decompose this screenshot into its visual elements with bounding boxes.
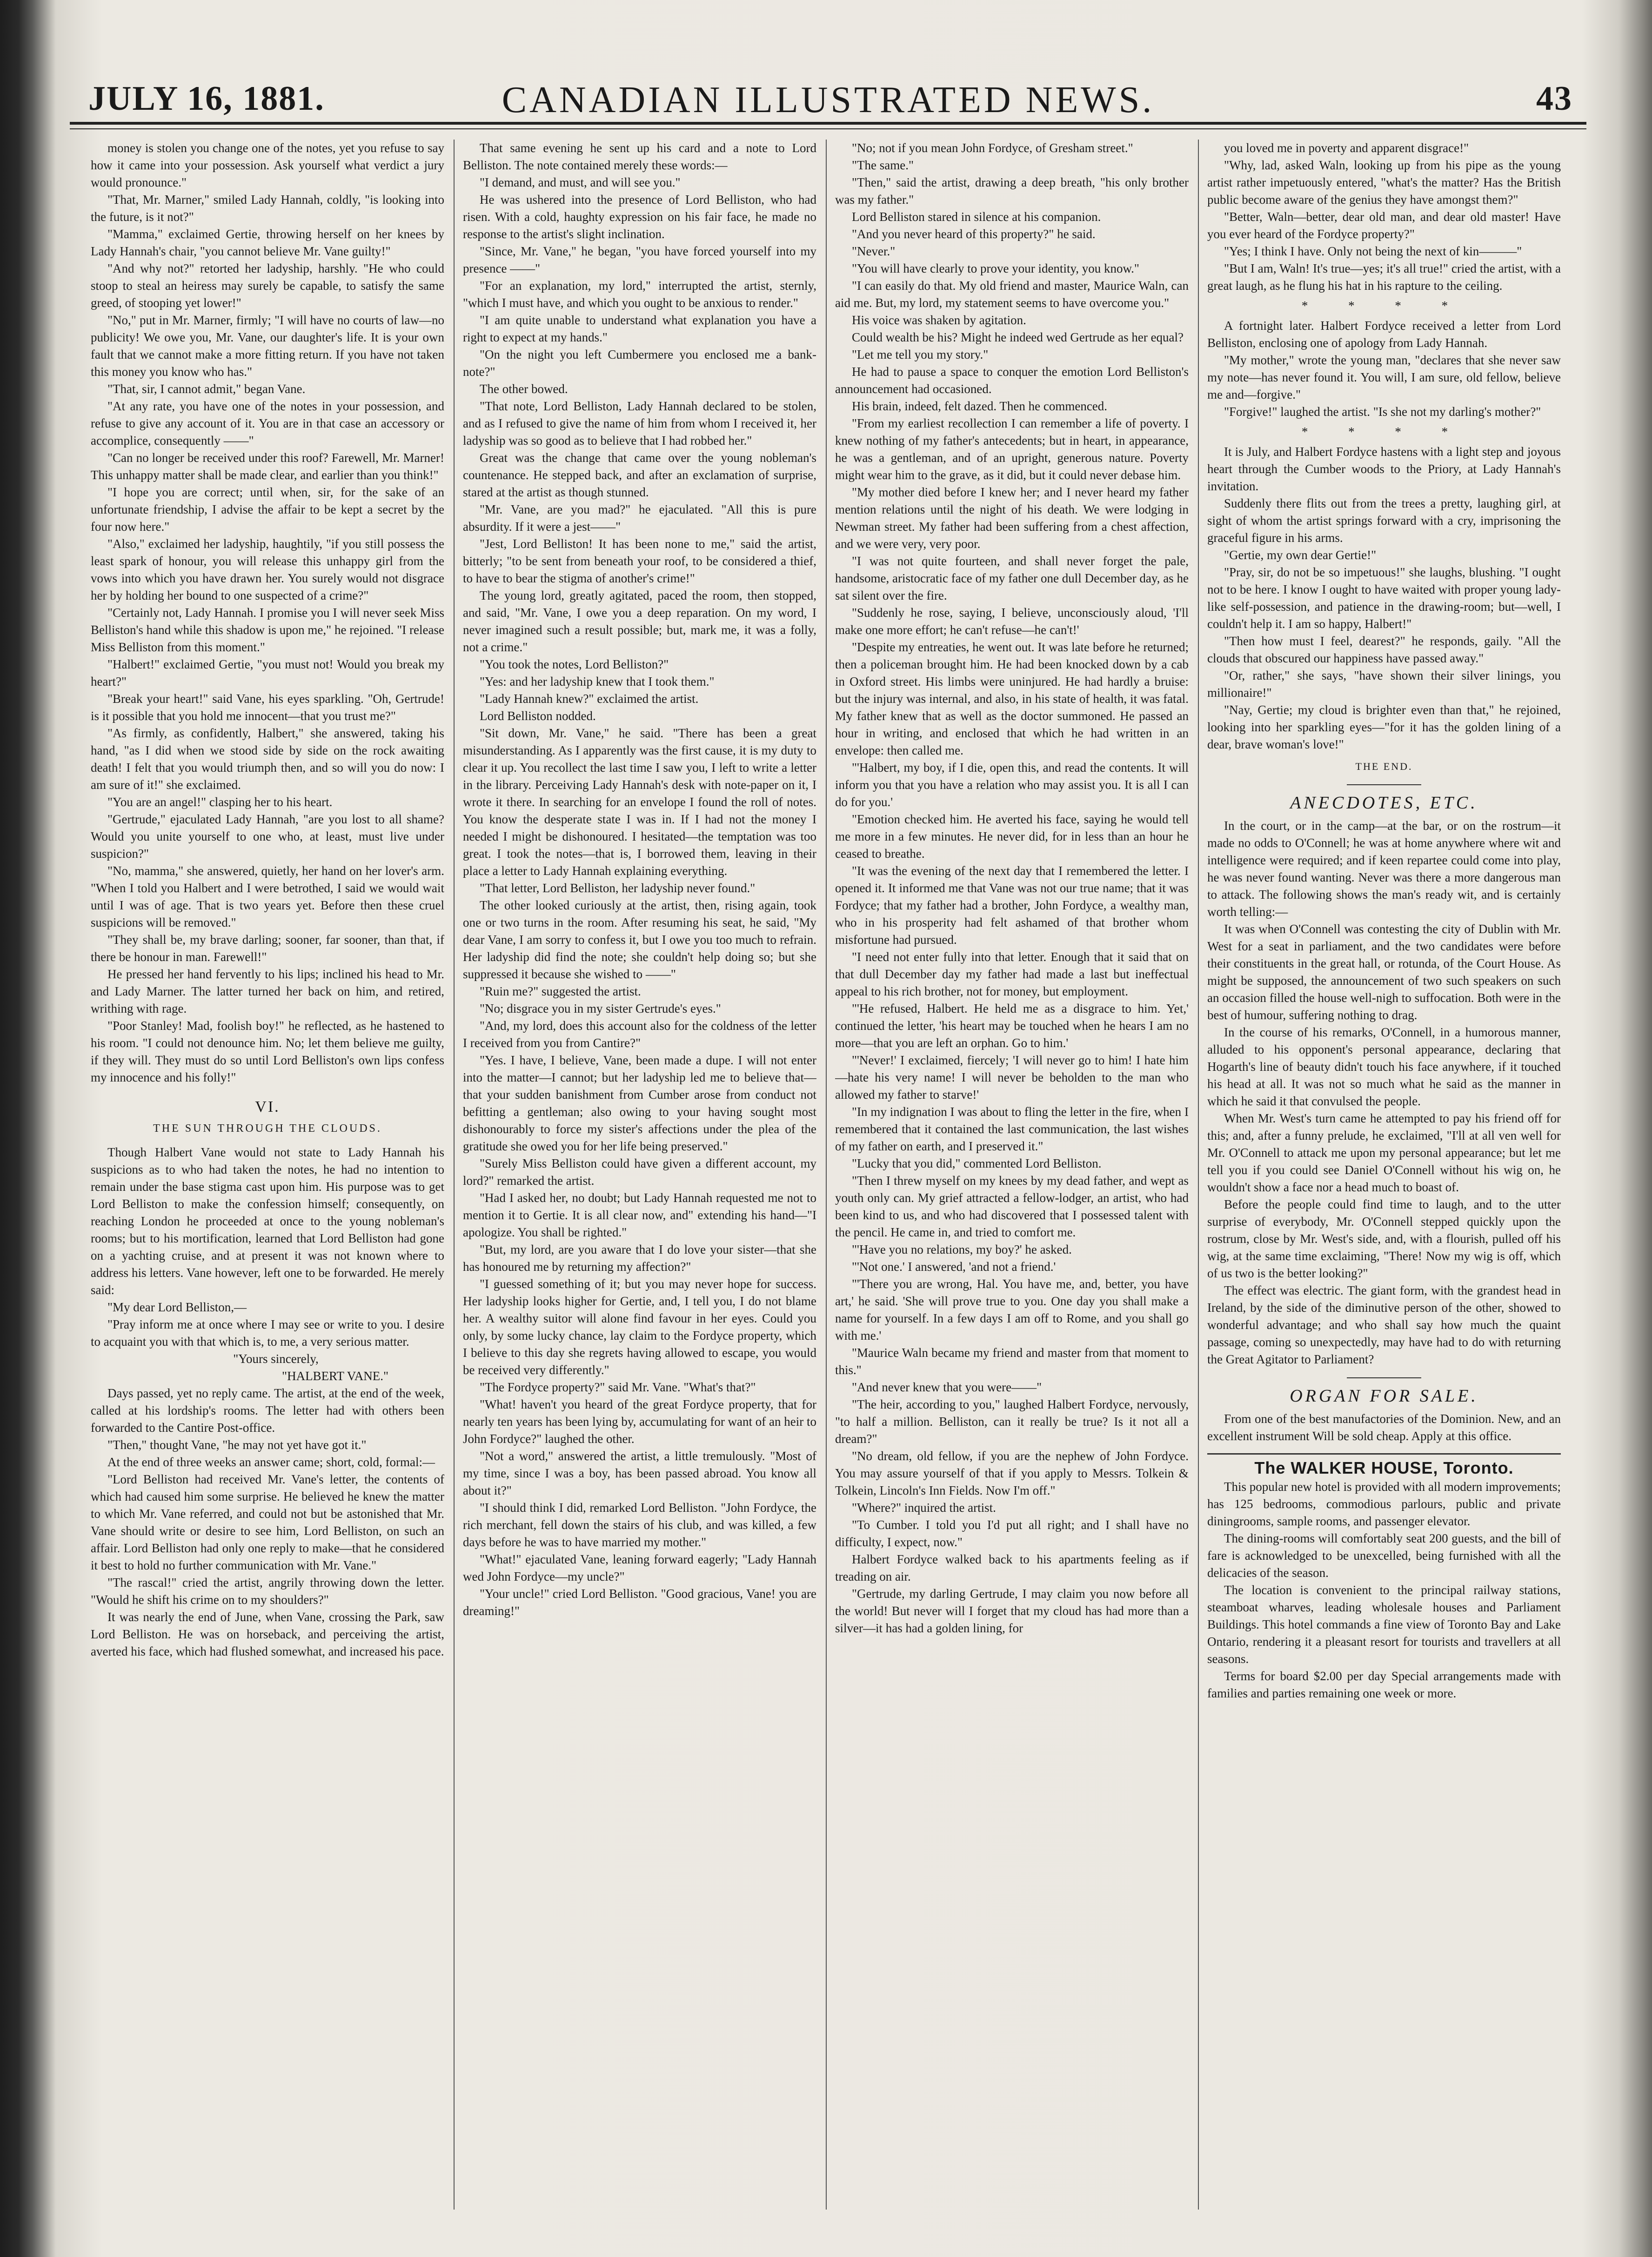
column-2 <box>463 140 816 2219</box>
page-number: 43 <box>1536 80 1572 118</box>
paragraph: Halbert Fordyce walked back to his apartments feeling as if treading on air. <box>835 1552 1189 1583</box>
paragraph: "Yours sincerely, <box>233 1352 319 1366</box>
paragraph: Great was the change that came over the young nobleman's countenance. He stepped back, and after an exclamation of surprise, stared at the artist as though stunned. <box>463 451 816 499</box>
paragraph: His brain, indeed, felt dazed. Then he commenced. <box>852 399 1108 413</box>
paragraph: "In my indignation I was about to fling the letter in the fire, when I remembered that it contained the last communication, the last wishes of my father on earth, and I preserved it." <box>835 1105 1189 1153</box>
paragraph: Though Halbert Vane would not state to Lady Hannah his suspicions as to who had taken the notes, he had no intention to remain under the base stigma cast upon him. His purpose was to get Lord Belliston to make the confession himself; consequently, on reaching London he proceeded at once to the young nobleman's rooms; but to his mortification, learned that Lord Belliston had gone on a yachting cruise, and at present it was not known where to address his letters. Vane however, left one to be forwarded. He merely said: <box>91 1145 444 1297</box>
paragraph: "Maurice Waln became my friend and master from that moment to this." <box>835 1346 1189 1377</box>
paragraph: "My mother," wrote the young man, "declares that she never saw my note—has never found it. You will, I am sure, old fellow, believe me and—forgive." <box>1207 353 1561 401</box>
paragraph: "Ruin me?" suggested the artist. <box>480 984 641 998</box>
divider <box>1347 784 1421 785</box>
paragraph: Terms for board $2.00 per day Special arrangements made with families and parties remaining one week or more. <box>1207 1669 1561 1700</box>
paragraph: "The rascal!" cried the artist, angrily throwing down the letter. "Would he shift his crime on to my shoulders?" <box>91 1576 444 1607</box>
paragraph: Lord Belliston nodded. <box>480 709 596 723</box>
paragraph: "Poor Stanley! Mad, foolish boy!" he reflected, as he hastened to his room. "I could not denounce him. No; let them believe me guilty, if they will. They must do so until Lord Belliston's own lips confess my innocence and his folly!" <box>91 1019 444 1084</box>
paragraph: "Since, Mr. Vane," he began, "you have forced yourself into my presence ——" <box>463 244 816 275</box>
chapter-title: THE SUN THROUGH THE CLOUDS. <box>153 1122 382 1135</box>
paragraph: "Then," said the artist, drawing a deep breath, "his only brother was my father." <box>835 175 1189 207</box>
paragraph: Lord Belliston stared in silence at his companion. <box>852 210 1101 224</box>
paragraph: "I was not quite fourteen, and shall never forget the pale, handsome, aristocratic face of my father one dull December day, as he sat silent over the fire. <box>835 554 1189 602</box>
paragraph: "The heir, according to you," laughed Halbert Fordyce, nervously, "to half a million. Belliston, can it really be true? Is it not all a dream?" <box>835 1397 1189 1446</box>
paragraph: "At any rate, you have one of the notes in your possession, and refuse to give any account of it. You are in that case an accessory or accomplice, consequently ——" <box>91 399 444 447</box>
paragraph: "Also," exclaimed her ladyship, haughtily, "if you still possess the least spark of honour, you will release this unhappy girl from the vows into which you have drawn her. You surely would not disgrace her by holding her bound to one suspected of a crime?" <box>91 537 444 602</box>
divider <box>1207 1453 1561 1455</box>
paragraph: "Break your heart!" said Vane, his eyes sparkling. "Oh, Gertrude! is it possible that you hold me innocent—that you trust me?" <box>91 692 444 723</box>
paragraph: The other bowed. <box>480 382 568 396</box>
paragraph: "I am quite unable to understand what explanation you have a right to expect at my hands." <box>463 313 816 344</box>
paragraph: "To Cumber. I told you I'd put all right; and I shall have no difficulty, I expect, now." <box>835 1518 1189 1549</box>
column-1 <box>91 140 444 2219</box>
paragraph: "No, mamma," she answered, quietly, her hand on her lover's arm. "When I told you Halbert and I were betrothed, I said we would wait until I was of age. That is two years yet. Before then these cruel suspicions will be removed." <box>91 864 444 929</box>
anecdotes-heading: ANECDOTES, ETC. <box>1290 793 1478 813</box>
paragraph: "Yes; I think I have. Only not being the next of kin———" <box>1224 244 1522 258</box>
paragraph: "But, my lord, are you aware that I do love your sister—that she has honoured me by returning my affection?" <box>463 1242 816 1274</box>
paragraph: "You took the notes, Lord Belliston?" <box>480 657 669 671</box>
paragraph: "No; not if you mean John Fordyce, of Gresham street." <box>852 141 1133 155</box>
paragraph: "Then I threw myself on my knees by my dead father, and wept as youth only can. My grief attracted a fellow-lodger, an artist, who had been kind to us, and who had discovered that I possessed talent with the pencil. He came in, and tried to comfort me. <box>835 1174 1189 1239</box>
masthead <box>70 70 1586 126</box>
paragraph: "Better, Waln—better, dear old man, and dear old master! Have you ever heard of the Fordyce property?" <box>1207 210 1561 241</box>
paragraph: you loved me in poverty and apparent disgrace!" <box>1224 141 1469 155</box>
paragraph: "Then," thought Vane, "he may not yet have got it." <box>107 1438 367 1452</box>
paragraph: "Emotion checked him. He averted his face, saying he would tell me more in a few minutes. He never did, for in less than an hour he ceased to breathe. <box>835 812 1189 861</box>
paragraph: The effect was electric. The giant form, with the grandest head in Ireland, by the side of the diminutive person of the other, showed to wonderful advantage; and who shall say how much the quaint passage, coming so unexpectedly, may have had to do with returning the Great Agitator to Parliament? <box>1207 1283 1561 1366</box>
paragraph: "For an explanation, my lord," interrupted the artist, sternly, "which I must have, and which you ought to be anxious to render." <box>463 279 816 310</box>
paragraph: He had to pause a space to conquer the emotion Lord Belliston's announcement had occasioned. <box>835 365 1189 396</box>
story-body <box>1207 443 1561 753</box>
paragraph: "'Halbert, my boy, if I die, open this, and read the contents. It will inform you that you have a relation who may assist you. It is all I can do for you.' <box>835 761 1189 809</box>
paragraph: "'Have you no relations, my boy?' he asked. <box>852 1242 1072 1256</box>
chapter-body <box>91 1144 444 1660</box>
paragraph: "That note, Lord Belliston, Lady Hannah declared to be stolen, and as I refused to give the name of him from whom I received it, her ladyship was so good as to believe that I had robbed her." <box>463 399 816 447</box>
paragraph: "What!" ejaculated Vane, leaning forward eagerly; "Lady Hannah wed John Fordyce—my uncle?" <box>463 1552 816 1583</box>
paragraph: "'Never!' I exclaimed, fiercely; 'I will never go to him! I hate him—hate his very name! I will never be beholden to the man who allowed my father to starve!' <box>835 1053 1189 1102</box>
paragraph: money is stolen you change one of the notes, yet you refuse to say how it came into your possession. Ask yourself what verdict a jury would pronounce." <box>91 141 444 189</box>
paragraph: "Lady Hannah knew?" exclaimed the artist. <box>480 692 699 706</box>
issue-date: JULY 16, 1881. <box>88 80 325 118</box>
paragraph: "The Fordyce property?" said Mr. Vane. "What's that?" <box>480 1380 756 1394</box>
paragraph: "'There you are wrong, Hal. You have me, and, better, you have art,' he said. 'She will prove true to you. One day you shall make a name for yourself. In a few days I am off to Rome, and you shall go with me.' <box>835 1277 1189 1342</box>
paragraph: "And, my lord, does this account also for the coldness of the letter I received from you from Cantire?" <box>463 1019 816 1050</box>
paragraph: The young lord, greatly agitated, paced the room, then stopped, and said, "Mr. Vane, I owe you a deep reparation. On my word, I never imagined such a result possible; but, mark me, it was a folly, not a crime." <box>463 588 816 654</box>
paragraph: "You are an angel!" clasping her to his heart. <box>107 795 333 809</box>
anecdotes-body <box>1207 817 1561 1368</box>
paragraph: When Mr. West's turn came he attempted to pay his friend off for this; and, after a funny prelude, he exclaimed, "I'll at all ven well for Mr. O'Connell to attack me upon my personal appearance; but let me tell you if you could see Daniel O'Connell without his wig on, he wouldn't show a face nor a head much to boast of. <box>1207 1111 1561 1194</box>
paragraph: "'Not one.' I answered, 'and not a friend.' <box>852 1260 1056 1274</box>
paragraph: "Where?" inquired the artist. <box>852 1501 996 1515</box>
paragraph: "My mother died before I knew her; and I never heard my father mention relations until the night of his death. We were lodging in Newman street. My father had been suffering from a chest affection, and we were very, very poor. <box>835 485 1189 551</box>
paragraph: "Then how must I feel, dearest?" he responds, gaily. "All the clouds that obscured our happiness have passed away." <box>1207 634 1561 665</box>
paragraph: "No; disgrace you in my sister Gertrude's eyes." <box>480 1002 721 1015</box>
paragraph: Suddenly there flits out from the trees a pretty, laughing girl, at sight of whom the artist springs forward with a cry, imprisoning the graceful figure in his arms. <box>1207 496 1561 545</box>
paragraph: "Can no longer be received under this roof? Farewell, Mr. Marner! This unhappy matter shall be made clear, and earlier than you think!" <box>91 451 444 482</box>
paragraph: "Certainly not, Lady Hannah. I promise you I will never seek Miss Belliston's hand while this shadow is upon me," he rejoined. "I release Miss Belliston from this moment." <box>91 606 444 654</box>
paragraph: "Lord Belliston had received Mr. Vane's letter, the contents of which had caused him some surprise. He believed he knew the matter to which Mr. Vane referred, and could not but be astonished that Mr. Vane should write or desire to see him, Lord Belliston, on such an affair. Lord Belliston had only one reply to make—that he considered it best to hold no further communication with Mr. Vane." <box>91 1472 444 1572</box>
paragraph: The other looked curiously at the artist, then, rising again, took one or two turns in the room. After resuming his seat, he said, "My dear Vane, I am sorry to confess it, but I owe you too much to refrain. Her ladyship did find the note; she couldn't help doing so; but she suppressed it because she wished to ——" <box>463 898 816 981</box>
walker-house-body <box>1207 1478 1561 1702</box>
paragraph: "Mr. Vane, are you mad?" he ejaculated. "All this is pure absurdity. If it were a jest——" <box>463 502 816 534</box>
paragraph: That same evening he sent up his card and a note to Lord Belliston. The note contained merely these words:— <box>463 141 816 172</box>
paragraph: "Forgive!" laughed the artist. "Is she not my darling's mother?" <box>1224 405 1541 419</box>
paragraph: "No," put in Mr. Marner, firmly; "I will have no courts of law—no publicity! We owe you, Mr. Vane, our daughter's life. It is your own fault that we cannot make a more fitting return. If you have not taken this money you know who has." <box>91 313 444 379</box>
masthead-rule <box>70 122 1586 125</box>
masthead-rule-thin <box>70 128 1586 129</box>
story-body <box>1207 317 1561 421</box>
paragraph: "Not a word," answered the artist, a little tremulously. "Most of my time, since I was a boy, has been passed abroad. You know all about it?" <box>463 1449 816 1497</box>
paragraph: "Yes. I have, I believe, Vane, been made a dupe. I will not enter into the matter—I cannot; but her ladyship led me to believe that—that your sudden banishment from Cumber arose from conduct not befitting a gentleman; also owing to your having sought most dishonourably to force my sister's affections under the plea of the gratitude she owed you for her life being preserved." <box>463 1053 816 1153</box>
paragraph: "Yes: and her ladyship knew that I took them." <box>480 674 715 688</box>
paragraph: "That letter, Lord Belliston, her ladyship never found." <box>480 881 756 895</box>
paragraph: "What! haven't you heard of the great Fordyce property, that for nearly ten years has been lying by, accumulating for want of an heir to John Fordyce?" laughed the other. <box>463 1397 816 1446</box>
newspaper-title: CANADIAN ILLUSTRATED NEWS. <box>502 80 1155 120</box>
paragraph: The location is convenient to the principal railway stations, steamboat wharves, leading wholesale houses and Parliament Buildings. This hotel commands a fine view of Toronto Bay and Lake Ontario, rendering it a pleasant resort for tourists and travellers at all seasons. <box>1207 1583 1561 1666</box>
paragraph: "Sit down, Mr. Vane," he said. "There has been a great misunderstanding. As I apparently was the first cause, it is my duty to clear it up. You recollect the last time I saw you, I left to write a letter in the library. Perceiving Lady Hannah's desk with note-paper on it, I wrote it there. In searching for an envelope I found the roll of notes. You know the desperate state I was in. If I had not the money I needed I might be dishonoured. I hesitated—the temptation was too great. I took the notes—that is, I borrowed them, leaving in their place a letter to Lady Hannah explaining everything. <box>463 726 816 878</box>
column-divider <box>826 140 827 2210</box>
paragraph: "HALBERT VANE." <box>282 1369 388 1383</box>
paragraph: "Suddenly he rose, saying, I believe, unconsciously aloud, 'I'll make one more effort; he can't refuse—he can't!' <box>835 606 1189 637</box>
paragraph: "Lucky that you did," commented Lord Belliston. <box>852 1156 1102 1170</box>
paragraph: "Had I asked her, no doubt; but Lady Hannah requested me not to mention it to Gertie. It is all clear now, and" extending his hand—"I apologize. You shall be righted." <box>463 1191 816 1239</box>
paragraph: "I demand, and must, and will see you." <box>480 175 681 189</box>
paragraph: "And you never heard of this property?" he said. <box>852 227 1096 241</box>
paragraph: "The same." <box>852 158 914 172</box>
paragraph: A fortnight later. Halbert Fordyce received a letter from Lord Belliston, enclosing one of apology from Lady Hannah. <box>1207 319 1561 350</box>
paragraph: The dining-rooms will comfortably seat 200 guests, and the bill of fare is acknowledged to be unexcelled, being furnished with all the delicacies of the season. <box>1207 1531 1561 1580</box>
paragraph: "'He refused, Halbert. He held me as a disgrace to him. Yet,' continued the letter, 'his heart may be touched when he hears I am no more—that you are left an orphan. Go to him.' <box>835 1002 1189 1050</box>
paragraph: "On the night you left Cumbermere you enclosed me a bank-note?" <box>463 347 816 379</box>
paragraph: "From my earliest recollection I can remember a life of poverty. I knew nothing of my father's antecedents; but in heart, in appearance, he was a gentleman, and of an upright, generous nature. Poverty might wear him to the grave, as it did, but it could never debase him. <box>835 416 1189 482</box>
paragraph: It is July, and Halbert Fordyce hastens with a light step and joyous heart through the Cumber woods to the Priory, at Lady Hannah's invitation. <box>1207 445 1561 493</box>
section-break: * * * * <box>1301 425 1467 439</box>
paragraph: "My dear Lord Belliston,— <box>107 1300 247 1314</box>
paragraph: "Gertrude," ejaculated Lady Hannah, "are you lost to all shame? Would you unite yourself to one who, at least, must live under suspicion?" <box>91 812 444 861</box>
paragraph: "Pray inform me at once where I may see or write to you. I desire to acquaint you with that which is, to me, a very serious matter. <box>91 1317 444 1349</box>
paragraph: In the court, or in the camp—at the bar, or on the rostrum—it made no odds to O'Connell; he was at home anywhere where wit and intelligence were required; and if keen repartee could come into play, he was never found wanting. Never was there a more dangerous man to attack. The following shows the man's ready wit, and is certainly worth telling:— <box>1207 819 1561 919</box>
paragraph: He pressed her hand fervently to his lips; inclined his head to Mr. and Lady Marner. The latter turned her back on him, and retired, writhing with rage. <box>91 967 444 1015</box>
paragraph: "Halbert!" exclaimed Gertie, "you must not! Would you break my heart?" <box>91 657 444 688</box>
paragraph: "I hope you are correct; until when, sir, for the sake of an unfortunate friendship, I advise the affair to be kept a secret by the four now here." <box>91 485 444 534</box>
column-4 <box>1207 140 1561 2219</box>
paragraph: "I need not enter fully into that letter. Enough that it said that on that dull December day my father had made a last but ineffectual appeal to his rich brother, not for money, but employment. <box>835 950 1189 998</box>
paragraph: "I guessed something of it; but you may never hope for success. Her ladyship looks higher for Gertie, and, I tell you, I do not blame her. A wealthy suitor will alone find favour in her eyes. Could you only, by some lucky chance, lay claim to the Fordyce property, which I believe to this day she regrets having allowed to escape, you would be received very differently." <box>463 1277 816 1377</box>
column-divider <box>454 140 455 2210</box>
paragraph: It was nearly the end of June, when Vane, crossing the Park, saw Lord Belliston. He was on horseback, and perceiving the artist, averted his face, which had flushed somewhat, and increased his pace. <box>91 1610 444 1658</box>
story-body <box>1207 140 1561 294</box>
paragraph: "Gertie, my own dear Gertie!" <box>1224 548 1377 562</box>
paragraph: "I can easily do that. My old friend and master, Maurice Waln, can aid me. But, my lord, my statement seems to have overcome you." <box>835 279 1189 310</box>
paragraph: "But I am, Waln! It's true—yes; it's all true!" cried the artist, with a great laugh, as he flung his hat in his rapture to the ceiling. <box>1207 261 1561 293</box>
paragraph: "No dream, old fellow, if you are the nephew of John Fordyce. You may assure yourself of that if you apply to Messrs. Tolkein & Tolkein, Lincoln's Inn Fields. Now I'm off." <box>835 1449 1189 1497</box>
paragraph: "It was the evening of the next day that I remembered the letter. I opened it. It informed me that Vane was not our true name; that it was Fordyce; that my father had a brother, John Fordyce, a wealthy man, who in his prosperity had felt ashamed of that brother whom misfortune had pursued. <box>835 864 1189 947</box>
paragraph: "As firmly, as confidently, Halbert," she answered, taking his hand, "as I did when we stood side by side on the rock awaiting death! I felt that you would triumph then, and so will you do now: I am sure of it!" she exclaimed. <box>91 726 444 792</box>
paragraph: "Why, lad, asked Waln, looking up from his pipe as the young artist rather impetuously entered, "what's the matter? Has the British public become aware of the genius they have amongst them?" <box>1207 158 1561 207</box>
paragraph: Could wealth be his? Might he indeed wed Gertrude as her equal? <box>852 330 1184 344</box>
paragraph: "Never." <box>852 244 896 258</box>
paragraph: "That, Mr. Marner," smiled Lady Hannah, coldly, "is looking into the future, is it not?" <box>91 193 444 224</box>
paragraph: It was when O'Connell was contesting the city of Dublin with Mr. West for a seat in parliament, and the two candidates were before their constituents in the great hall, or rotunda, of the Court House. As might be supposed, the announcement of two such speakers on such an occasion filled the house well-nigh to suffocation. Both were in the best of humour, suffering nothing to drag. <box>1207 922 1561 1022</box>
story-continuation <box>91 140 444 1086</box>
paragraph: "Let me tell you my story." <box>852 347 989 361</box>
paragraph: "Mamma," exclaimed Gertie, throwing herself on her knees by Lady Hannah's chair, "you cannot believe Mr. Vane guilty!" <box>91 227 444 258</box>
column-3 <box>835 140 1189 2219</box>
paragraph: "Jest, Lord Belliston! It has been none to me," said the artist, bitterly; "to be sent from beneath your roof, to be considered a thief, to have to bear the stigma of another's crime!" <box>463 537 816 585</box>
section-break: * * * * <box>1301 299 1467 313</box>
the-end: THE END. <box>1355 761 1413 772</box>
paragraph: "Or, rather," she says, "have shown their silver linings, you millionaire!" <box>1207 668 1561 700</box>
paragraph: His voice was shaken by agitation. <box>852 313 1026 327</box>
paragraph: "You will have clearly to prove your identity, you know." <box>852 261 1139 275</box>
paragraph: At the end of three weeks an answer came; short, cold, formal:— <box>107 1455 435 1469</box>
divider <box>1347 1377 1421 1378</box>
paragraph: "Gertrude, my darling Gertrude, I may claim you now before all the world! But never will I forget that my cloud has had more than a silver—it has had a golden lining, for <box>835 1587 1189 1635</box>
paragraph: "And never knew that you were——" <box>852 1380 1042 1394</box>
paragraph: "And why not?" retorted her ladyship, harshly. "He who could stoop to steal an heiress may surely be capable, to satisfy the same greed, of stooping yet lower!" <box>91 261 444 310</box>
paragraph: Before the people could find time to laugh, and to the utter surprise of everybody, Mr. O'Connell stepped quickly upon the rostrum, close by Mr. West's side, and, with a flourish, pulled off his wig, at the same time exclaiming, "There! Now my wig is off, which of us two is the better looking?" <box>1207 1197 1561 1280</box>
column-divider <box>1198 140 1199 2210</box>
paragraph: "Surely Miss Belliston could have given a different account, my lord?" remarked the artist. <box>463 1156 816 1188</box>
paragraph: "Nay, Gertie; my cloud is brighter even than that," he rejoined, looking into her sparkling eyes—"for it has the golden lining of a dear, brave woman's love!" <box>1207 703 1561 751</box>
story-body <box>835 140 1189 1637</box>
paragraph: "They shall be, my brave darling; sooner, far sooner, than that, if there be honour in man. Farewell!" <box>91 933 444 964</box>
story-body <box>463 140 816 1620</box>
paragraph: "Your uncle!" cried Lord Belliston. "Good gracious, Vane! you are dreaming!" <box>463 1587 816 1618</box>
paragraph: He was ushered into the presence of Lord Belliston, who had risen. With a cold, haughty expression on his fair face, he made no response to the artist's slight inclination. <box>463 193 816 241</box>
paragraph: This popular new hotel is provided with all modern improvements; has 125 bedrooms, commodious parlours, public and private diningrooms, sample rooms, and passenger elevator. <box>1207 1480 1561 1528</box>
organ-ad-text: From one of the best manufactories of the Dominion. New, and an excellent instrument Will be sold cheap. Apply at this office. <box>1207 1412 1561 1443</box>
organ-heading: ORGAN FOR SALE. <box>1290 1386 1478 1406</box>
walker-house-heading: The WALKER HOUSE, Toronto. <box>1254 1458 1514 1477</box>
paragraph: "Despite my entreaties, he went out. It was late before he returned; then a policeman brought him. He had been knocked down by a cab in Oxford street. His limbs were uninjured. He had hardly a bruise: but the injury was internal, and also, in his state of health, it was fatal. My father knew that as well as the doctor summoned. He passed an hour in writing, and enclosed that which he had written in an envelope: then called me. <box>835 640 1189 757</box>
chapter-number: VI. <box>255 1098 280 1115</box>
paragraph: "That, sir, I cannot admit," began Vane. <box>107 382 306 396</box>
paragraph: "Pray, sir, do not be so impetuous!" she laughs, blushing. "I ought not to be here. I know I ought to have waited with proper young lady-like self-possession, and patience in the drawing-room; but—well, I couldn't help it. I am so happy, Halbert!" <box>1207 565 1561 631</box>
paragraph: In the course of his remarks, O'Connell, in a humorous manner, alluded to his opponent's personal appearance, declaring that Hogarth's line of beauty didn't touch his face anywhere, if it touched his head at all. It was not so much what he said as the manner in which he said it that convulsed the people. <box>1207 1025 1561 1108</box>
paragraph: Days passed, yet no reply came. The artist, at the end of the week, called at his lordship's rooms. The letter had with others been forwarded to the Cantire Post-office. <box>91 1386 444 1435</box>
paragraph: "I should think I did, remarked Lord Belliston. "John Fordyce, the rich merchant, fell down the stairs of his club, and was killed, a few days before he was to have married my mother." <box>463 1501 816 1549</box>
